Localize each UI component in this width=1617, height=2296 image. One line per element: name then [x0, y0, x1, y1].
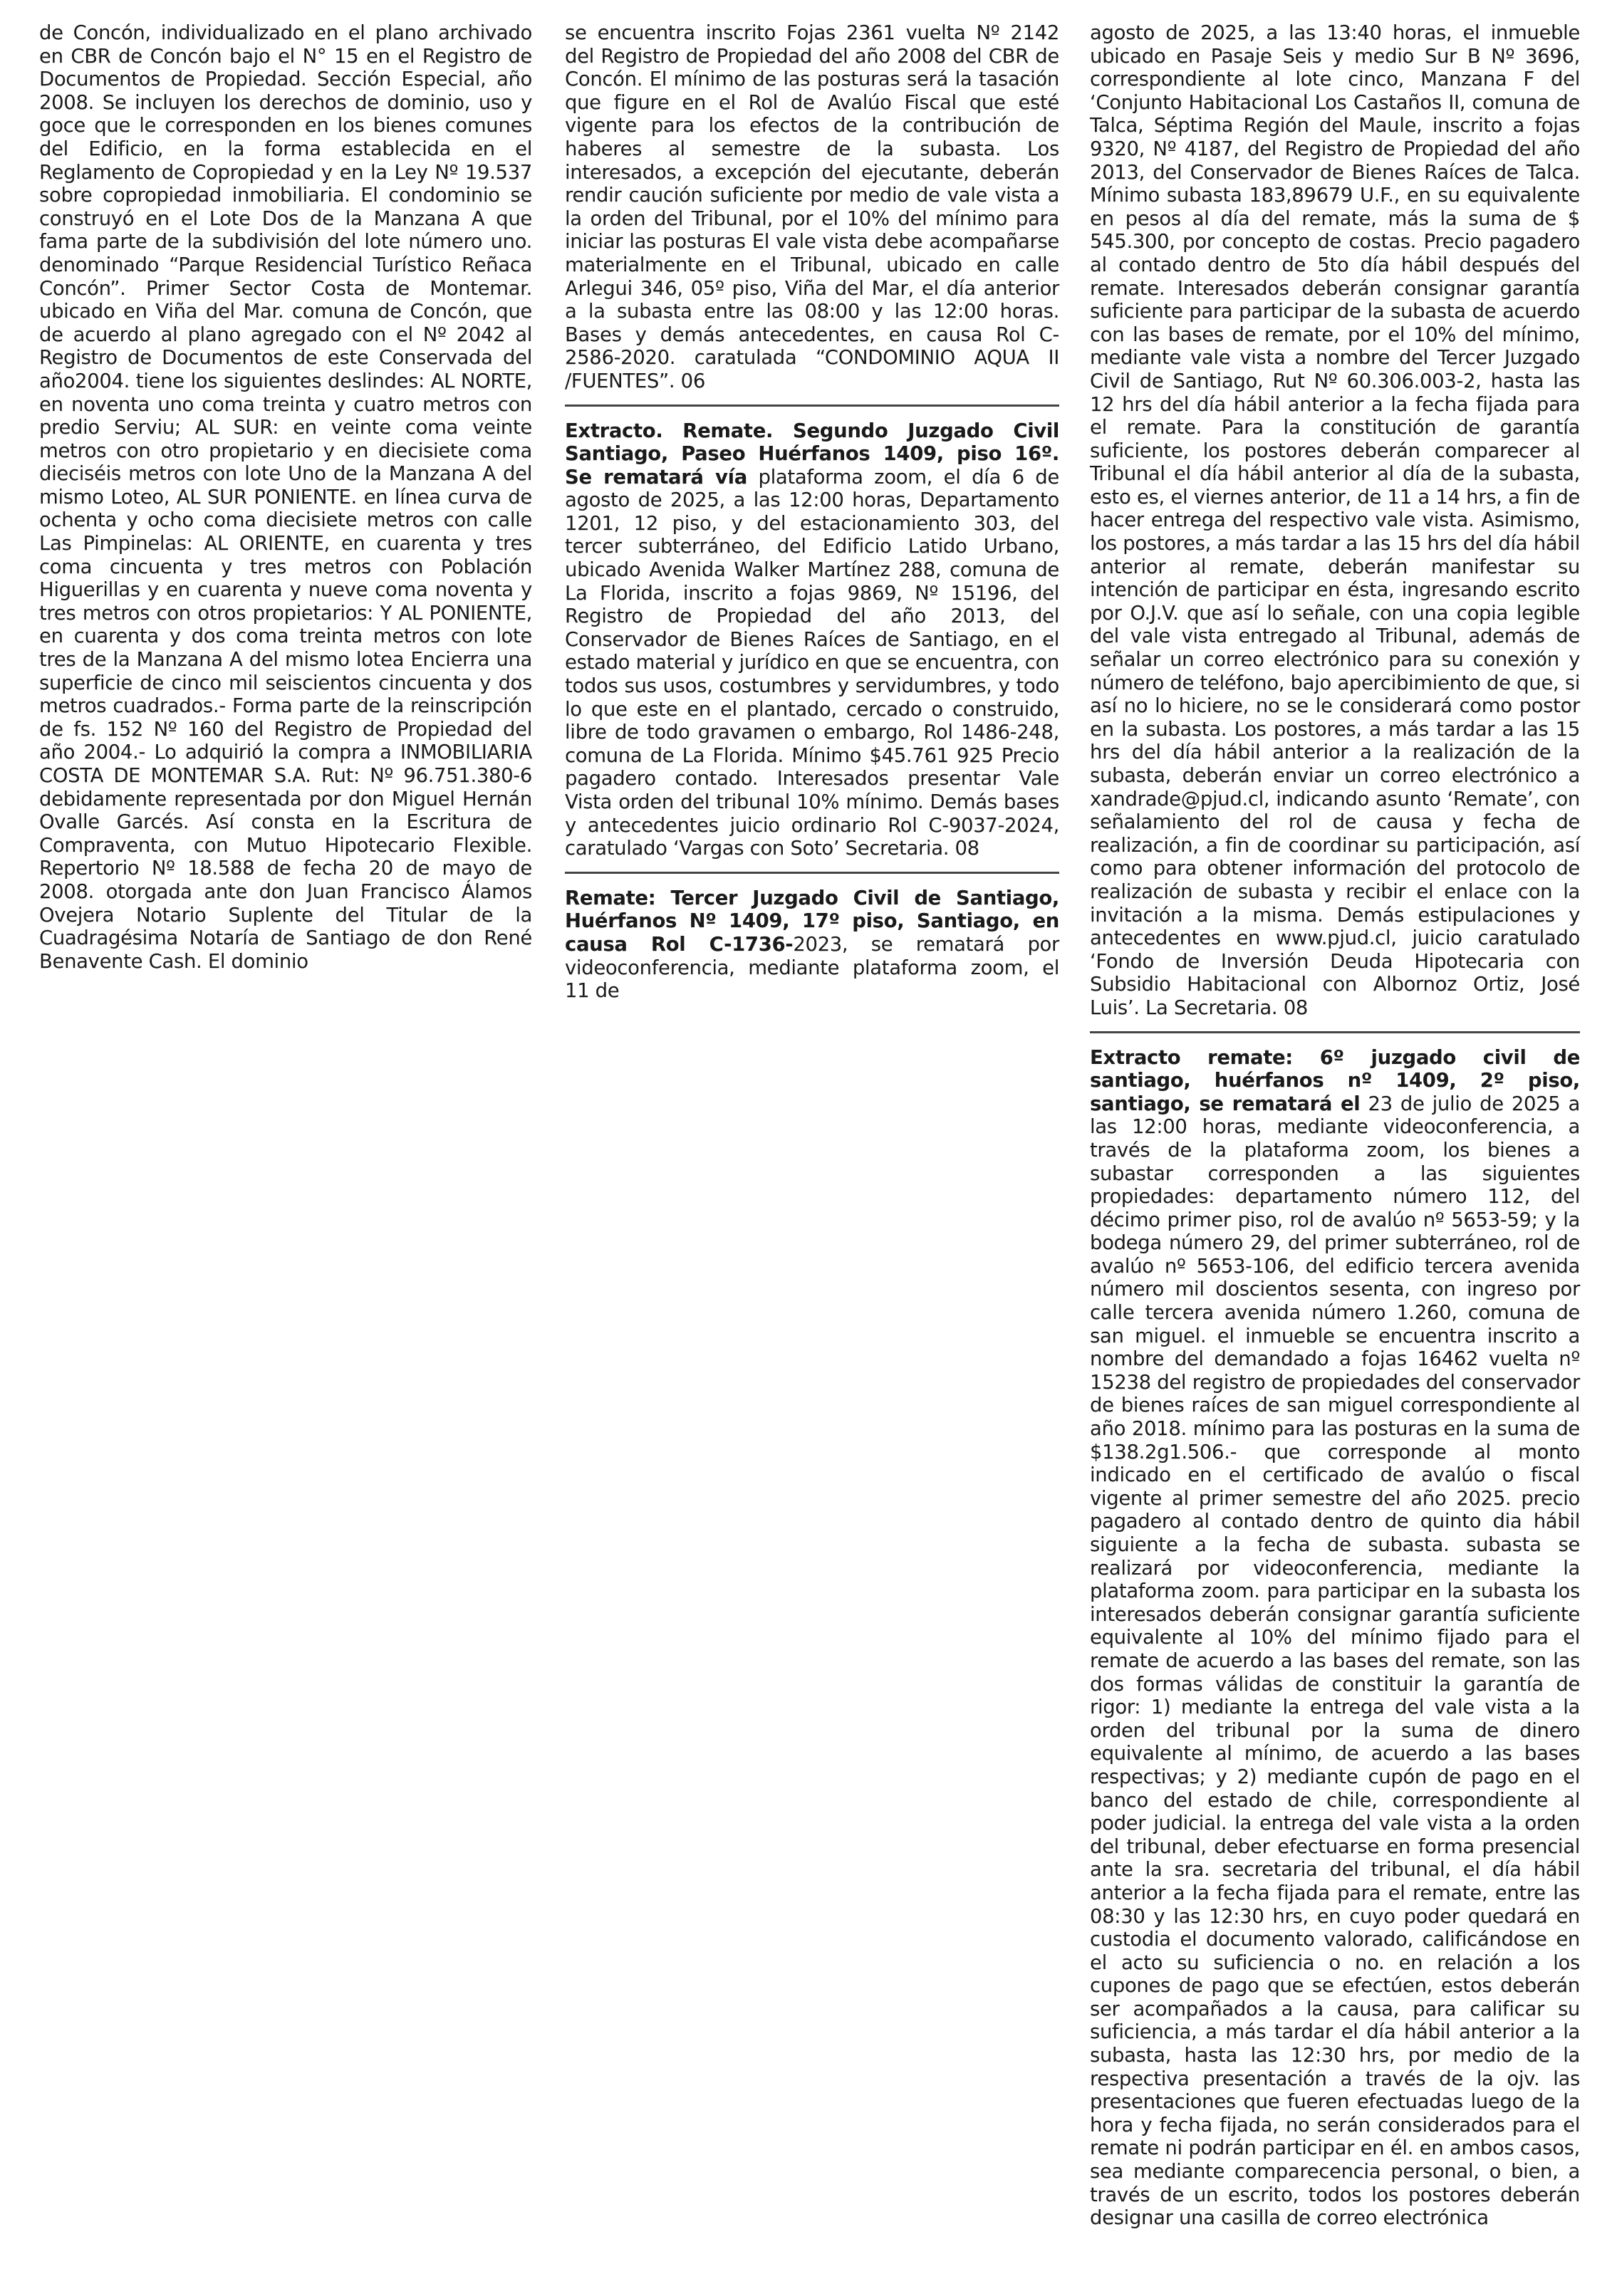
notice-tercer-juzgado — [565, 887, 1059, 1003]
notice-body: de Concón, individualizado en el plano archivado en CBR de Concón bajo el N° 15 en el Registro de Documentos de Propiedad. Sección Especial, año 2008. Se incluyen los derechos de dominio, uso y goce que le corresponden en los bienes comunes del Edificio, en la forma establecida en el Reglamento de Copropiedad y en la Ley Nº 19.537 sobre copropiedad inmobiliaria. El condominio se construyó en el Lote Dos de la Manzana A que fama parte de la subdivisión del lote número uno. denominado “Parque Residencial Turístico Reñaca Concón”. Primer Sector Costa de Montemar. ubicado en Viña del Mar. comuna de Concón, que de acuerdo al plano agregado con el Nº 2042 al Registro de Documentos de este Conservada del año2004. tiene los siguientes deslindes: AL NORTE, en noventa uno coma treinta y cuatro metros con predio Serviu; AL SUR: en veinte coma veinte metros con otro propietario y en diecisiete coma dieciséis metros con lote Uno de la Manzana A del mismo Loteo, AL SUR PONIENTE. en línea curva de ochenta y ocho coma diecisiete metros con calle Las Pimpinelas: AL ORIENTE, en cuarenta y tres coma cincuenta y tres metros con Población Higuerillas y en cuarenta y nueve coma noventa y tres metros con otros propietarios: Y AL PONIENTE, en cuarenta y dos coma treinta metros con lote tres de la Manzana A del mismo lotea Encierra una superficie de cinco mil seiscientos cincuenta y dos metros cuadrados.- Forma parte de la reinscripción de fs. 152 Nº 160 del Registro de Propiedad del año 2004.- Lo adquirió la compra a INMOBILIARIA COSTA DE MONTEMAR S.A. Rut: Nº 96.751.380-6 debidamente representada por don Miguel Hernán Ovalle Garcés. Así consta en la Escritura de Compraventa, con Mutuo Hipotecario Flexible. Repertorio Nº 18.588 de fecha 20 de mayo de 2008. otorgada ante don Juan Francisco Álamos Ovejera Notario Suplente del Titular de la Cuadragésima Notaría de Santiago de don René Benavente Cash. El dominio — [39, 21, 532, 973]
notice-body: 23 de julio de 2025 a las 12:00 horas, mediante videoconferencia, a través de la plataforma zoom, los bienes a subastar corresponden a las siguientes propiedades: departamento número 112, del décimo primer piso, rol de avalúo nº 5653-59; y la bodega número 29, del primer subterráneo, rol de avalúo nº 5653-106, del edificio tercera avenida número mil doscientos sesenta, con ingreso por calle tercera avenida número 1.260, comuna de san miguel. el inmueble se encuentra inscrito a nombre del demandado a fojas 16462 vuelta nº 15238 del registro de propiedades del conservador de bienes raíces de san miguel correspondiente al año 2018. mínimo para las posturas en la suma de $138.2g1.506.- que corresponde al monto indicado en el certificado de avalúo o fiscal vigente al primer semestre del año 2025. precio pagadero al contado dentro de quinto dia hábil siguiente a la fecha de subasta. subasta se realizará por videoconferencia, mediante la plataforma zoom. para participar en la subasta los interesados deberán consignar garantía suficiente equivalente al 10% del mínimo fijado para el remate de acuerdo a las bases del remate, son las dos formas válidas de constituir la garantía de rigor: 1) mediante la entrega del vale vista a la orden del tribunal por la suma de dinero equivalente al mínimo, de acuerdo a las bases respectivas; y 2) mediante cupón de pago en el banco del estado de chile, correspondiente al poder judicial. la entrega del vale vista a la orden del tribunal, deber efectuarse en forma presencial ante la sra. secretaria del tribunal, el día hábil anterior a la fecha fijada para el remate, entre las 08:30 y las 12:30 hrs, en cuyo poder quedará en custodia el documento valorado, calificándose en el acto su suficiencia o no. en relación a los cupones de pago que se efectúen, estos deberán ser acompañados a la causa, para calificar su suficiencia, a más tardar el día hábil anterior a la subasta, hasta las 12:30 hrs, por medio de la respectiva presentación a través de la ojv. las presentaciones que fueren efectuadas luego de la hora y fecha fijada, no serán considerados para el remate ni podrán participar en él. en ambos casos, sea mediante comparecencia personal, o bien, a través de un escrito, todos los postores deberán designar una casilla de correo electrónica — [1090, 1092, 1580, 2230]
notice-body: se encuentra inscrito Fojas 2361 vuelta Nº 2142 del Registro de Propiedad del año 2008 del CBR de Concón. El mínimo de las posturas será la tasación que figure en el Rol de Avalúo Fiscal que esté vigente para los efectos de la contribución de haberes al semestre de la subasta. Los interesados, a excepción del ejecutante, deberán rendir caución suficiente por medio de vale vista a la orden del Tribunal, por el 10% del mínimo para iniciar las posturas El vale vista debe acompañarse materialmente en el Tribunal, ubicado en calle Arlegui 346, 05º piso, Viña del Mar, el día anterior a la subasta entre las 08:00 y las 12:00 horas. Bases y demás antecedentes, en causa Rol C-2586-2020. caratulada “CONDOMINIO AQUA II /FUENTES”. 06 — [565, 21, 1059, 392]
column-3 — [1090, 21, 1580, 2230]
notice-divider — [565, 405, 1059, 407]
notice-segundo-juzgado — [565, 419, 1059, 860]
notice-body: 2023, se rematará por videoconferencia, mediante plataforma zoom, el 11 de — [565, 932, 1059, 1003]
notice-sexto-juzgado — [1090, 1046, 1580, 2230]
notice-continuation-concon — [39, 21, 532, 973]
notice-body: plataforma zoom, el día 6 de agosto de 2025, a las 12:00 horas, Departamento 1201, 12 piso, y del estacionamiento 303, del tercer subterráneo, del Edificio Latido Urbano, ubicado Avenida Walker Martínez 288, comuna de La Florida, inscrito a fojas 9869, Nº 15196, del Registro de Propiedad del año 2013, del Conservador de Bienes Raíces de Santiago, en el estado material y jurídico en que se encuentra, con todos sus usos, costumbres y servidumbres, y todo lo que este en el plantado, cercado o construido, libre de todo gravamen o embargo, Rol 1486-248, comuna de La Florida. Mínimo $45.761 925 Precio pagadero contado. Interesados presentar Vale Vista orden del tribunal 10% mínimo. Demás bases y antecedentes juicio ordinario Rol C-9037-2024, caratulado ‘Vargas con Soto’ Secretaria. 08 — [565, 465, 1059, 860]
column-1 — [39, 21, 532, 973]
notice-body: agosto de 2025, a las 13:40 horas, el inmueble ubicado en Pasaje Seis y medio Sur B Nº 3696, correspondiente al lote cinco, Manzana F del ‘Conjunto Habitacional Los Castaños II, comuna de Talca, Séptima Región del Maule, inscrito a fojas 9320, Nº 4187, del Registro de Propiedad del año 2013, del Conservador de Bienes Raíces de Talca. Mínimo subasta 183,89679 U.F., en su equivalente en pesos al día del remate, más la suma de $ 545.300, por concepto de costas. Precio pagadero al contado dentro de 5to día hábil después del remate. Interesados deberán consignar garantía suficiente para participar de la subasta de acuerdo con las bases de remate, por el 10% del mínimo, mediante vale vista a nombre del Tercer Juzgado Civil de Santiago, Rut Nº 60.306.003-2, hasta las 12 hrs del día hábil anterior a la fecha fijada para el remate. Para la constitución de garantía suficiente, los postores deberán comparecer al Tribunal el día hábil anterior al día de la subasta, esto es, el viernes anterior, de 11 a 14 hrs, a fin de hacer entrega del respectivo vale vista. Asimismo, los postores, a más tardar a las 15 hrs del día hábil anterior al remate, deberán manifestar su intención de participar en ésta, ingresando escrito por O.J.V. que así lo señale, con una copia legible del vale vista entregado al Tribunal, además de señalar un correo electrónico para su conexión y número de teléfono, bajo apercibimiento de que, si así no lo hiciere, no se le considerará como postor en la subasta. Los postores, a más tardar a las 15 hrs del día hábil anterior a la realización de la subasta, deberán enviar un correo electrónico a xandrade@pjud.cl, indicando asunto ‘Remate’, con señalamiento del rol de causa y fecha de realización, a fin de coordinar su participación, así como para obtener información del protocolo de realización de subasta y recibir el enlace con la invitación a la misma. Demás estipulaciones y antecedentes en www.pjud.cl, juicio caratulado ‘Fondo de Inversión Deuda Hipotecaria con Subsidio Habitacional con Albornoz Ortiz, José Luis’. La Secretaria. 08 — [1090, 21, 1580, 1019]
column-2 — [565, 21, 1059, 1003]
notice-continuation-talca — [1090, 21, 1580, 1020]
notice-divider — [1090, 1031, 1580, 1033]
notice-lead: Remate: Tercer Juzgado Civil de Santiago, Huérfanos Nº 1409, 17º piso, Santiago, en causa Rol C-1736- — [565, 886, 1059, 956]
notice-lead: Extracto. Remate. Segundo Juzgado Civil Santiago, Paseo Huérfanos 1409, piso 16º. Se rematará vía — [565, 419, 1059, 489]
notice-divider — [565, 872, 1059, 874]
notice-lead: Extracto remate: 6º juzgado civil de santiago, huérfanos nº 1409, 2º piso, santiago, se rematará el — [1090, 1045, 1580, 1115]
notice-continuation-aqua — [565, 21, 1059, 393]
